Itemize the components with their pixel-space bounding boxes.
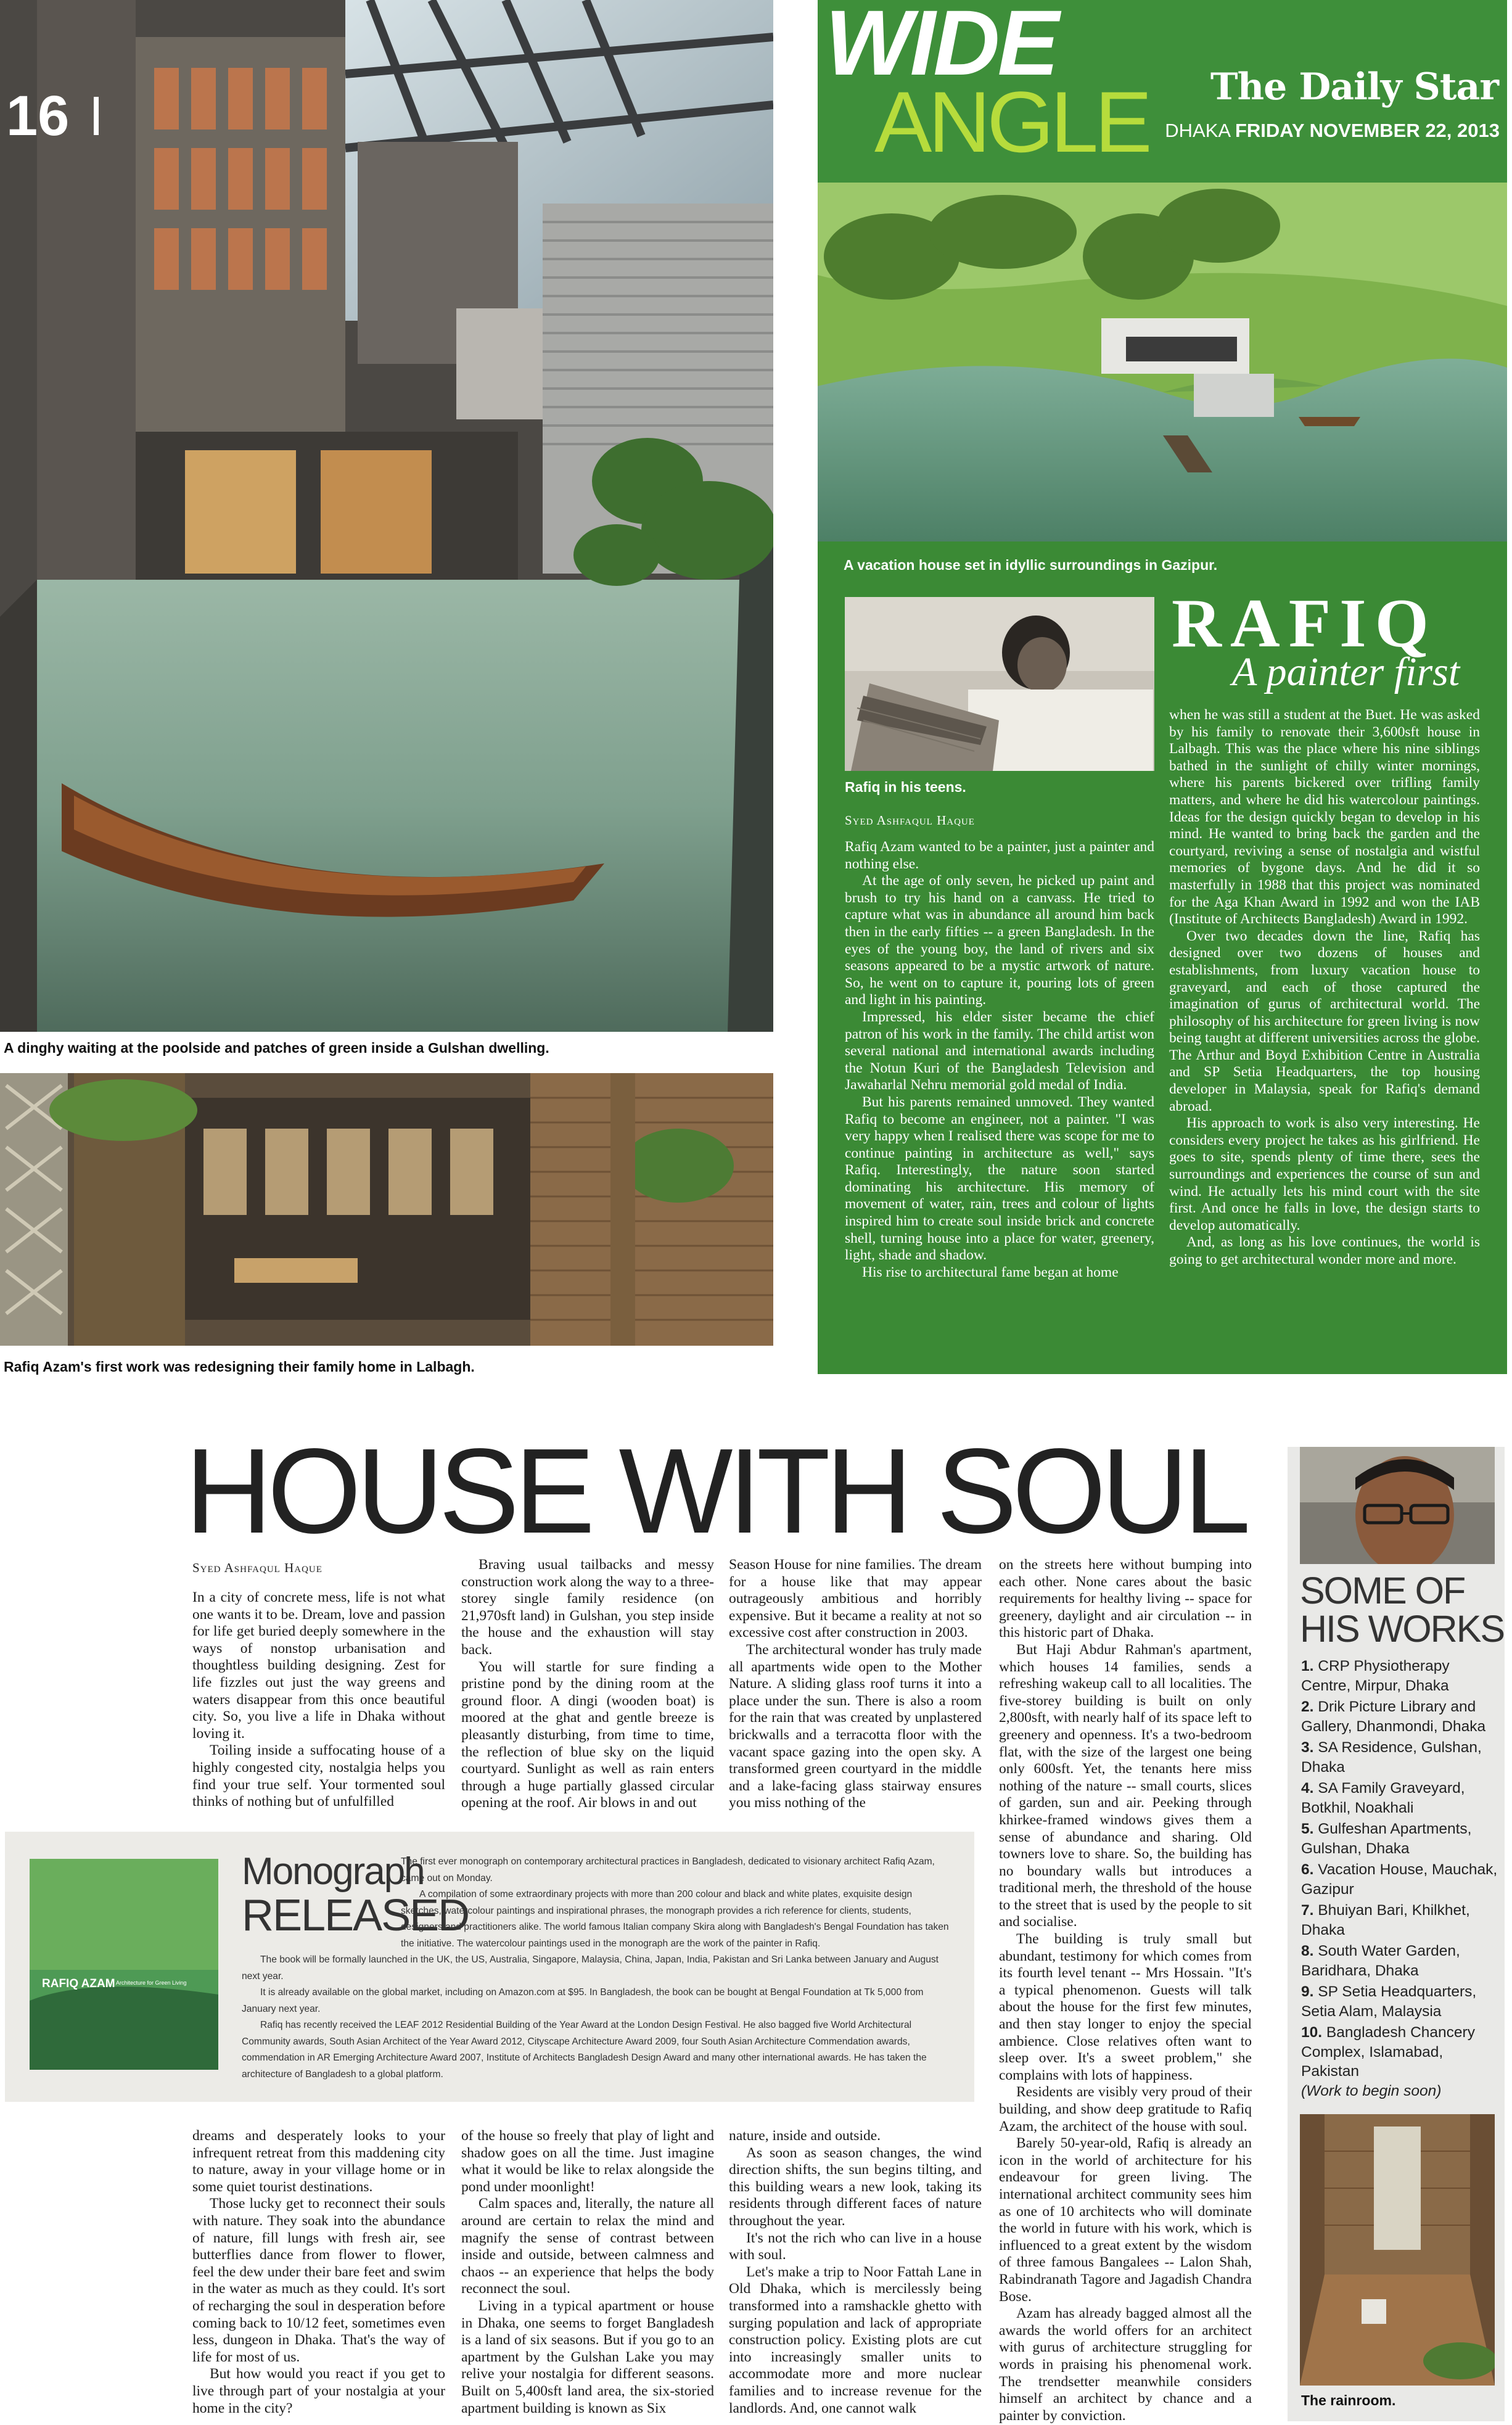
works-title-line1: SOME OF bbox=[1300, 1570, 1465, 1612]
house-bottom-col3-p2: As soon as season changes, the wind direction shifts, the sun begins tilting, and this building wears a new look, taking its residents through different faces of nature throughout the year. bbox=[729, 2144, 982, 2229]
works-item bbox=[1301, 1657, 1498, 1695]
works-item-number: 2. bbox=[1301, 1698, 1314, 1715]
lalbagh-caption: Rafiq Azam's first work was redesigning their family home in Lalbagh. bbox=[4, 1359, 475, 1375]
house-bottom-col3-p3: It's not the rich who can live in a house with soul. bbox=[729, 2229, 982, 2263]
house-col4 bbox=[999, 1557, 1252, 2424]
house-bottom-col2 bbox=[461, 2128, 714, 2417]
works-title bbox=[1300, 1571, 1504, 1648]
works-item-number: 9. bbox=[1301, 1983, 1314, 2000]
masthead bbox=[818, 0, 1507, 183]
rafiq-portrait bbox=[1300, 1447, 1495, 1564]
works-list bbox=[1301, 1657, 1498, 2102]
teens-caption: Rafiq in his teens. bbox=[845, 779, 966, 795]
book-cover-title: RAFIQ AZAM bbox=[42, 1977, 115, 1990]
works-item-number: 6. bbox=[1301, 1861, 1314, 1878]
rafiq-left-p4: But his parents remained unmoved. They wanted Rafiq to become an engineer, not a painter. "I was very happy when I realised there was scope for me to continue painting in architecture as well," says Rafiq. Interestingly, the nature soon started dominating his architecture. His memory of movement of water, rain, trees and colour of lights inspired him to create soul inside brick and concrete shell, turning house into a place for water, greenery, light, shade and shadow. bbox=[845, 1093, 1154, 1264]
rafiq-teens-photo bbox=[845, 597, 1154, 771]
works-item bbox=[1301, 1738, 1498, 1777]
works-item bbox=[1301, 1901, 1498, 1940]
works-item-number: 10. bbox=[1301, 2024, 1323, 2041]
vacation-house-photo bbox=[818, 183, 1507, 541]
rafiq-byline: Syed Ashfaqul Haque bbox=[845, 813, 975, 828]
rafiq-subtitle: A painter first bbox=[1232, 649, 1460, 694]
works-item bbox=[1301, 1982, 1498, 2021]
masthead-title-wide: WIDE bbox=[825, 0, 1057, 94]
monograph-p1: The first ever monograph on contemporary architectural practices in Bangladesh, dedicated to visionary architect Rafiq Azam, came out on Monday. bbox=[401, 1856, 935, 1884]
works-item bbox=[1301, 1819, 1498, 1858]
works-item-text: SA Residence, Gulshan, Dhaka bbox=[1301, 1739, 1482, 1776]
rainroom-photo bbox=[1300, 2114, 1495, 2386]
rafiq-left-p5: His rise to architectural fame began at home bbox=[862, 1264, 1119, 1280]
house-col4-p3: The building is truly small but abundant, testimony for which comes from its fourth level tenant -- Mrs Hossain. "It's a typical phenomenon. Guests will talk about the house for the first few minutes, and then stay longer to enjoy the special ambience. Close relatives often want to sleep over. It's a sweet problem," she complains with lots of happiness. bbox=[999, 1931, 1252, 2083]
house-col3 bbox=[729, 1557, 982, 1812]
page-number-value: 16 bbox=[6, 84, 70, 147]
house-col2-p2: You will startle for sure finding a pristine pond by the dining room at the ground floor. A dingi (wooden boat) is moored at the ghat and gentle breeze is pleasantly disturbing, from time to time, the reflection of blue sky on the liquid courtyard. Sunlight as well as rain enters through a huge partially glassed circular opening at the roof. Air blows in and out bbox=[461, 1658, 714, 1811]
rafiq-right-column bbox=[1169, 707, 1480, 1269]
poolside-house-photo bbox=[0, 0, 773, 1032]
works-item-number: 3. bbox=[1301, 1739, 1314, 1756]
vacation-caption: A vacation house set in idyllic surroundings in Gazipur. bbox=[844, 557, 1218, 573]
book-cover-subtitle: Architecture for Green Living bbox=[116, 1980, 187, 1986]
house-col1-p1: In a city of concrete mess, life is not what one wants it to be. Dream, love and passion for life get buried deeply somewhere in the ways of nonstop urbanisation and thoughtless building designing. Zest for life fizzles out just the way greens and waters disappear from this once beautiful city. So, you live a life in Dhaka without loving it. bbox=[192, 1589, 445, 1742]
rafiq-left-p3: Impressed, his elder sister became the chief patron of his work in the family. The child artist won several national and international awards including the Notun Kuri of the Bangladesh Television and Jawaharlal Nehru memorial gold medal of India. bbox=[845, 1008, 1154, 1093]
masthead-title-angle: ANGLE bbox=[874, 73, 1149, 170]
house-bottom-col2-p2: Calm spaces and, literally, the nature all around are certain to relax the mind and magnify the sense of contrast between inside and outside, between calmness and chaos -- an experience that helps the body reconnect the soul. bbox=[461, 2196, 714, 2297]
rafiq-left-p1: Rafiq Azam wanted to be a painter, just a painter and nothing else. bbox=[845, 839, 1154, 872]
works-item-number: 1. bbox=[1301, 1658, 1314, 1674]
works-item-number: 4. bbox=[1301, 1780, 1314, 1797]
works-item-text: South Water Garden, Baridhara, Dhaka bbox=[1301, 1943, 1460, 1979]
works-title-line2: HIS WORKS bbox=[1300, 1608, 1505, 1650]
works-item bbox=[1301, 2023, 1498, 2101]
house-col3-p2: The architectural wonder has truly made all apartments wide open to the Mother Nature. A sliding glass roof turns it into a place under the sun. There is also a room for the rain that was created by unplastered brickwalls and a terracotta floor with the vacant space gazing into the open sky. A transformed green courtyard in the middle and a lake-facing glass stairway ensures you miss nothing of the bbox=[729, 1641, 982, 1811]
rafiq-left-p2: At the age of only seven, he picked up paint and brush to try his hand on a canvass. He tried to capture what was in abundance all around him back then in the early fifties -- a green Bangladesh. In the eyes of the young boy, the land of rivers and six seasons appeared to be a mystic artwork of nature. So, he went on to capture it, pouring lots of green and light in his painting. bbox=[845, 873, 1154, 1008]
dateline-city: DHAKA bbox=[1165, 120, 1230, 141]
monograph-box bbox=[5, 1832, 974, 2102]
lalbagh-home-photo bbox=[0, 1073, 773, 1346]
house-col4-p6: Azam has already bagged almost all the awards the world offers for an architect with gurus of architecture struggling for words in praising his phenomenal work. The trendsetter meanwhile considers himself an architect by chance and a painter by conviction. bbox=[999, 2305, 1252, 2424]
works-item bbox=[1301, 1860, 1498, 1899]
works-item bbox=[1301, 1941, 1498, 1980]
rafiq-left-column bbox=[845, 839, 1154, 1281]
monograph-p3: The book will be formally launched in the UK, the US, Australia, Singapore, Malaysia, China, Japan, India, Pakistan and Sri Lanka between January and August next year. bbox=[242, 1954, 939, 1982]
dateline-date: FRIDAY NOVEMBER 22, 2013 bbox=[1235, 120, 1500, 141]
works-item-text: Bangladesh Chancery Complex, Islamabad, Pakistan bbox=[1301, 2024, 1475, 2080]
monograph-p4: It is already available on the global market, including on Amazon.com at $95. In Bangladesh, the book can be bought at Bengal Foundation at Tk 5,000 from January next year. bbox=[242, 1987, 924, 2014]
house-col4-p1: on the streets here without bumping into each other. None cares about the basic requirements for healthy living -- space for greenery, daylight and air circulation -- in this historic part of Dhaka. bbox=[999, 1557, 1252, 1641]
works-item-text: Drik Picture Library and Gallery, Dhanmondi, Dhaka bbox=[1301, 1698, 1486, 1735]
house-bottom-col1-p1: dreams and desperately looks to your infrequent retreat from this maddening city to nature, away in your village home or in some quiet tourist destinations. bbox=[192, 2128, 445, 2195]
monograph-title-1: Monograph bbox=[242, 1850, 424, 1893]
dateline bbox=[1165, 120, 1500, 142]
house-bottom-col3-p4: Let's make a trip to Noor Fattah Lane in Old Dhaka, which is mercilessly being transformed into a ramshackle ghetto with surging population and lack of appropriate construction policy. Existing plots are cut into increasingly smaller units to accommodate more and more nuclear families and to increase revenue for the landlords. And, one cannot walk bbox=[729, 2263, 982, 2416]
page-number-divider bbox=[94, 97, 99, 135]
works-item-text: SP Setia Headquarters, Setia Alam, Malaysia bbox=[1301, 1983, 1477, 2020]
works-item-text: SA Family Graveyard, Botkhil, Noakhali bbox=[1301, 1780, 1465, 1816]
newspaper-name: The Daily Star bbox=[1210, 65, 1498, 109]
monograph-title-2: RELEASED bbox=[242, 1891, 469, 1940]
house-bottom-col3 bbox=[729, 2128, 982, 2417]
rafiq-right-p4: And, as long as his love continues, the world is going to get architectural wonder more and more. bbox=[1169, 1234, 1480, 1267]
works-item-text: Gulfeshan Apartments, Gulshan, Dhaka bbox=[1301, 1821, 1472, 1857]
works-item-number: 5. bbox=[1301, 1821, 1314, 1837]
rafiq-right-p3: His approach to work is also very interesting. He considers every project he takes as his girlfriend. He goes to site, spends plenty of time there, sees the surroundings and experiences the course of sun and wind. He actually lets his mind court with the site first. And once he falls in love, the design starts to develop automatically. bbox=[1169, 1115, 1480, 1233]
house-col1 bbox=[192, 1589, 445, 1811]
house-bottom-col1-p2: Those lucky get to reconnect their souls with nature. They soak into the abundance of nature, fill lungs with fresh air, see butterflies dance from flower to flower, feel the dew under their bare feet and swim in the water as much as they could. It's sort of recharging the soul in desperation before coming back to 10/12 feet, sometimes even less, dungeon in Dhaka. That's the way of life for most of us. bbox=[192, 2196, 445, 2365]
house-bottom-col1 bbox=[192, 2128, 445, 2417]
rainroom-caption: The rainroom. bbox=[1301, 2392, 1396, 2408]
rafiq-right-p1: when he was still a student at the Buet. He was asked by his family to renovate their 3,600sft house in Lalbagh. This was the place where his nine siblings bathed in the sunlight of chilly winter mornings, where his parents bickered over trifling family matters, and where he did his watercolour paintings. Ideas for the design quickly began to develop in his mind. He wanted to bring back the garden and the courtyard, reviving a sense of nostalgia and wistful memories of bygone days. And he did it so masterfully in 1988 that this project was nominated for the Aga Khan Award in 1992 and won the IAB (Institute of Architects Bangladesh) Award in 1992. bbox=[1169, 707, 1480, 928]
works-item-text: CRP Physiotherapy Centre, Mirpur, Dhaka bbox=[1301, 1658, 1450, 1694]
works-item-text: Vacation House, Mauchak, Gazipur bbox=[1301, 1861, 1498, 1898]
rafiq-right-p2: Over two decades down the line, Rafiq has designed over two dozens of houses and establishments, from luxury vacation house to graveyard, and each of those captured the imagination of gurus of architectural world. The philosophy of his architecture for green living is now being taught at different universities across the globe. The Arthur and Boyd Exhibition Centre in Australia and SP Setia Headquarters, the top housing developer in Malaysia, speak for Rafiq's demand abroad. bbox=[1169, 928, 1480, 1114]
house-bottom-col2-p1: of the house so freely that play of light and shadow goes on all the time. Just imagine what it would be like to relax alongside the pond under moonlight! bbox=[461, 2128, 714, 2195]
works-item-note: (Work to begin soon) bbox=[1301, 2082, 1442, 2099]
monograph-text bbox=[242, 1854, 951, 2083]
house-bottom-col1-p3: But how would you react if you get to live through part of your nostalgia at your home in the city? bbox=[192, 2366, 445, 2416]
house-col4-p2: But Haji Abdur Rahman's apartment, which houses 14 families, sends a refreshing wakeup call to all localities. The five-storey building is built on only 2,800sft, with nearly half of its space left to greenery and openness. It's a two-bedroom flat, with the size of the largest one being only 600sft. Yet, the tenants here miss nothing of the nature -- small courts, slices of garden, sun and air. Peeking through khirkee-framed windows gives them a sense of abundance and sharing. Old towners love to share. So, the building has no boundary walls but introduces a traditional merh, the threshold of the house to the street that is used by the people to sit and socialise. bbox=[999, 1641, 1252, 1930]
house-bottom-col3-p1: nature, inside and outside. bbox=[729, 2128, 881, 2144]
house-col1-p2: Toiling inside a suffocating house of a highly congested city, nostalgia helps you find your true self. Your tormented soul thinks of nothing but of unfulfilled bbox=[192, 1742, 445, 1810]
monograph-book-cover bbox=[30, 1859, 218, 2070]
monograph-p2: A compilation of some extraordinary projects with more than 200 colour and black and white plates, exquisite design sketches, watercolour paintings and inspirational phrases, the monograph provides a rich reference for clients, students, designers and practitioners alike. The world famous Italian company Skira along with Bangladesh's Bengal Foundation has taken the initiative. The watercolour paintings used in the monograph are the work of the painter in Rafiq. bbox=[401, 1889, 949, 1949]
house-col4-p4: Residents are visibly very proud of their building, and show deep gratitude to Rafiq Azam, the architect of the house with soul. bbox=[999, 2084, 1252, 2135]
poolside-caption: A dinghy waiting at the poolside and patches of green inside a Gulshan dwelling. bbox=[4, 1040, 549, 1056]
page-number bbox=[6, 85, 99, 147]
house-headline: HOUSE WITH SOUL bbox=[185, 1423, 1246, 1558]
house-bottom-col2-p3: Living in a typical apartment or house in Dhaka, one seems to forget Bangladesh is a land of six seasons. But if you go to an apartment by the Gulshan Lake you may relive your nostalgia for different seasons. Built on 5,400sft land area, the six-storied apartment building is known as Six bbox=[461, 2297, 714, 2416]
works-item-text: Bhuiyan Bari, Khilkhet, Dhaka bbox=[1301, 1902, 1470, 1938]
house-col4-p5: Barely 50-year-old, Rafiq is already an icon in the world of architecture for his endeavour for green living. The international architect community sees him as one of 10 architects who will dominate the world in future with his work, which is influenced to a great extent by the wisdom of three famous Bangalees -- Lalon Shah, Rabindranath Tagore and Jagadish Chandra Bose. bbox=[999, 2135, 1252, 2305]
house-byline: Syed Ashfaqul Haque bbox=[192, 1560, 323, 1575]
house-col2 bbox=[461, 1557, 714, 1812]
house-col2-p1: Braving usual tailbacks and messy construction work along the way to a three-storey single family residence (on 21,970sft land) in Gulshan, you step inside the house and the exhaustion will stay back. bbox=[461, 1557, 714, 1658]
rafiq-title: RAFIQ bbox=[1172, 585, 1437, 662]
house-col3-p1: Season House for nine families. The dream for a house like that may appear outrageously ambitious and horribly expensive. But it became a reality at not so excessive cost after construction in 2003. bbox=[729, 1557, 982, 1641]
works-item-number: 7. bbox=[1301, 1902, 1314, 1919]
works-item bbox=[1301, 1697, 1498, 1736]
works-item-number: 8. bbox=[1301, 1943, 1314, 1959]
monograph-p5: Rafiq has recently received the LEAF 2012 Residential Building of the Year Award at the London Design Festival. He also bagged five World Architectural Community awards, South Asian Architect of the Year Award 2012, Cityscape Architecture Award 2009, four South Asian Architecture Commendation awards, commendation in AR Emerging Architecture Award 2007, Institute of Architects Bangladesh Design Award and many other international awards. He has taken the architecture of Bangladesh to a global platform. bbox=[242, 2020, 927, 2080]
works-item bbox=[1301, 1779, 1498, 1818]
